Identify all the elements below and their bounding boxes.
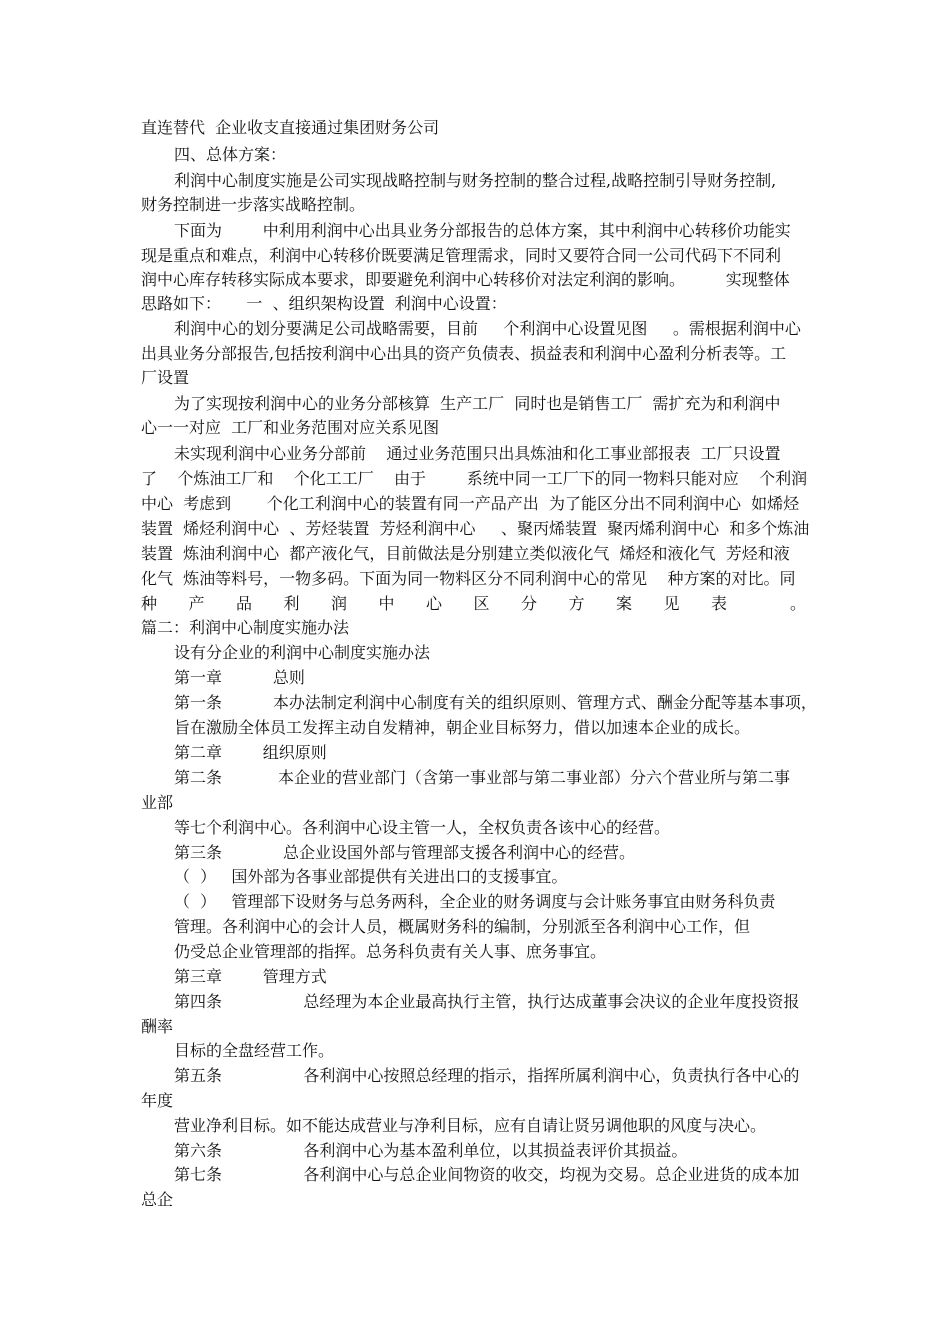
article-line: 第一条 本办法制定利润中心制度有关的组织原则、管理方式、酬金分配等基本事项， [174, 693, 817, 712]
chapter-heading: 第三章 管理方式 [174, 967, 327, 986]
text-line: 业部 [141, 793, 174, 812]
spread-char: 品 [236, 594, 253, 613]
spread-char: 表 [711, 594, 728, 613]
text-line: 装置 烯烃利润中心 、芳烃装置 芳烃利润中心 、聚丙烯装置 聚丙烯利润中心 和多个炼油 [141, 519, 810, 538]
text-line: 总企 [141, 1190, 174, 1209]
spread-char: 利 [283, 594, 300, 613]
text-line: 酬率 [141, 1017, 174, 1036]
text-line: 了 个炼油工厂和 个化工工厂 由于 系统中同一工厂下的同一物料只能对应 个利润 [141, 469, 808, 488]
text-line: 现是重点和难点，利润中心转移价既要满足管理需求，同时又要符合同一公司代码下不同利 [141, 246, 782, 265]
text-line: 旨在激励全体员工发挥主动自发精神，朝企业目标努力，借以加速本企业的成长。 [174, 718, 751, 737]
spread-text-line [141, 594, 806, 614]
text-line: 厂设置 [141, 368, 190, 387]
article-line: 第四条 总经理为本企业最高执行主管，执行达成董事会决议的企业年度投资报 [174, 992, 800, 1011]
article-line: 第二条 本企业的营业部门（含第一事业部与第二事业部）分六个营业所与第二事 [174, 768, 790, 787]
list-item: （ ） 管理部下设财务与总务两科，全企业的财务调度与会计账务事宜由财务科负责 [174, 892, 776, 911]
list-item: （ ） 国外部为各事业部提供有关进出口的支援事宜。 [174, 867, 568, 886]
text-line: 心一一对应 工厂和业务范围对应关系见图 [141, 418, 440, 437]
text-line: 管理。各利润中心的会计人员，概属财务科的编制，分别派至各利润中心工作，但 [174, 917, 751, 936]
text-line: 等七个利润中心。各利润中心设主管一人，全权负责各该中心的经营。 [174, 818, 671, 837]
text-line: 年度 [141, 1091, 174, 1110]
text-line: 利润中心的划分要满足公司战略需要，目前 个利润中心设置见图 。需根据利润中心 [174, 319, 801, 338]
text-line: 思路如下： 一 、组织架构设置 利润中心设置： [141, 294, 507, 313]
spread-char: 产 [188, 594, 205, 613]
text-line: 为了实现按利润中心的业务分部核算 生产工厂 同时也是销售工厂 需扩充为和利润中 [174, 394, 781, 413]
article-line: 第七条 各利润中心与总企业间物资的收交，均视为交易。总企业进货的成本加 [174, 1165, 800, 1184]
spread-char: 案 [616, 594, 633, 613]
text-line: 未实现利润中心业务分部前 通过业务范围只出具炼油和化工事业部报表 工厂只设置 [174, 444, 781, 463]
section-heading: 篇二：利润中心制度实施办法 [141, 618, 350, 637]
text-line: 润中心库存转移实际成本要求，即要避免利润中心转移价对法定利润的影响。 实现整体 [141, 270, 790, 289]
text-line: 利润中心制度实施是公司实现战略控制与财务控制的整合过程,战略控制引导财务控制, [174, 171, 777, 190]
spread-char: 心 [426, 594, 443, 613]
chapter-heading: 第二章 组织原则 [174, 743, 327, 762]
text-line: 化气 炼油等料号，一物多码。下面为同一物料区分不同利润中心的常见 种方案的对比。同 [141, 569, 796, 588]
document-title: 设有分企业的利润中心制度实施办法 [174, 643, 431, 662]
spread-char: 中 [378, 594, 395, 613]
spread-char: 分 [521, 594, 538, 613]
chapter-heading: 第一章 总则 [174, 668, 305, 687]
spread-char: 。 [789, 594, 806, 613]
text-line: 出具业务分部报告,包括按利润中心出具的资产负债表、损益表和利润中心盈利分析表等。工 [141, 344, 787, 363]
text-line: 中心 考虑到 个化工利润中心的装置有同一产品产出 为了能区分出不同利润中心 如烯烃 [141, 494, 800, 513]
article-line: 第六条 各利润中心为基本盈利单位，以其损益表评价其损益。 [174, 1141, 688, 1160]
spread-char: 见 [663, 594, 680, 613]
spread-char: 种 [141, 594, 158, 613]
text-line: 仍受总企业管理部的指挥。总务科负责有关人事、庶务事宜。 [174, 942, 607, 961]
text-line: 装置 炼油利润中心 都产液化气，目前做法是分别建立类似液化气 烯烃和液化气 芳烃和液 [141, 544, 790, 563]
text-line: 直连替代 企业收支直接通过集团财务公司 [141, 118, 440, 137]
article-line: 第五条 各利润中心按照总经理的指示，指挥所属利润中心，负责执行各中心的 [174, 1066, 800, 1085]
section-heading: 四、总体方案： [174, 145, 287, 164]
text-line: 财务控制进一步落实战略控制。 [141, 195, 366, 214]
spread-char: 区 [473, 594, 490, 613]
spread-char: 方 [568, 594, 585, 613]
text-line: 目标的全盘经营工作。 [174, 1041, 335, 1060]
text-line: 下面为 中利用利润中心出具业务分部报告的总体方案，其中利润中心转移价功能实 [174, 221, 791, 240]
spread-char: 润 [331, 594, 348, 613]
article-line: 第三条 总企业设国外部与管理部支援各利润中心的经营。 [174, 843, 636, 862]
text-line: 营业净利目标。如不能达成营业与净利目标，应有自请让贤另调他职的风度与决心。 [174, 1116, 767, 1135]
